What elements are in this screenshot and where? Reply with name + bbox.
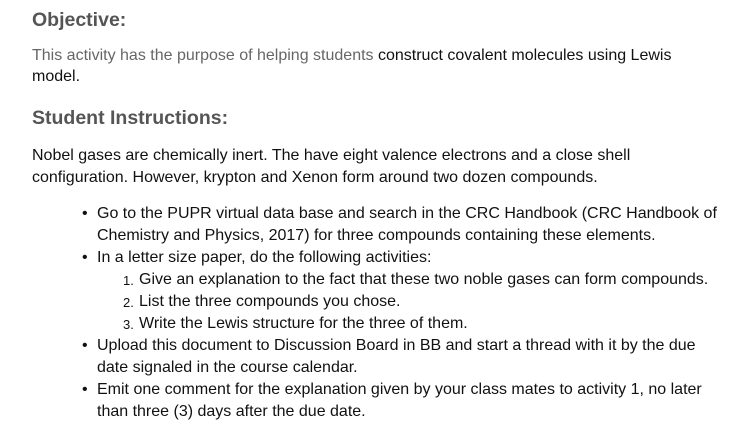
list-item-text: In a letter size paper, do the following activities:: [97, 249, 432, 266]
objective-paragraph: [32, 45, 712, 87]
activity-item: [97, 291, 722, 313]
instructions-list: [32, 203, 722, 423]
bullet-icon: •: [82, 249, 88, 266]
list-item: [32, 379, 722, 423]
list-item: [32, 335, 722, 379]
student-instructions-heading: Student Instructions:: [32, 107, 229, 129]
list-item: [32, 203, 722, 247]
activity-text: Write the Lewis structure for the three of them.: [139, 315, 468, 332]
activity-text: List the three compounds you chose.: [139, 293, 401, 310]
activity-number: 1.: [123, 273, 134, 288]
instructions-intro: Nobel gases are chemically inert. The have eight valence electrons and a close shell configuration. However, krypton and Xenon form around two dozen compounds.: [32, 147, 631, 186]
list-item-text: Go to the PUPR virtual data base and search in the CRC Handbook (CRC Handbook of Chemistry and Physics, 2017) for three compounds containing these elements.: [97, 205, 717, 244]
bullet-icon: •: [82, 381, 88, 398]
objective-heading: Objective:: [32, 9, 127, 31]
activity-number: 3.: [123, 317, 134, 332]
activity-item: [97, 313, 722, 335]
activity-number: 2.: [123, 295, 134, 310]
objective-text-muted: This activity has the purpose of helping students: [32, 47, 378, 64]
objective-text-main: construct covalent molecules using Lewis model.: [32, 47, 672, 85]
bullet-icon: •: [82, 205, 88, 222]
list-item-text: Upload this document to Discussion Board in BB and start a thread with it by the due date signaled in the course calendar.: [97, 337, 696, 376]
activity-text: Give an explanation to the fact that these two noble gases can form compounds.: [139, 271, 709, 288]
bullet-icon: •: [82, 337, 88, 354]
list-item-text: Emit one comment for the explanation given by your class mates to activity 1, no later than three (3) days after the due date.: [97, 381, 702, 420]
activity-item: [97, 269, 722, 291]
activities-list: [97, 269, 722, 335]
list-item: [32, 247, 722, 335]
